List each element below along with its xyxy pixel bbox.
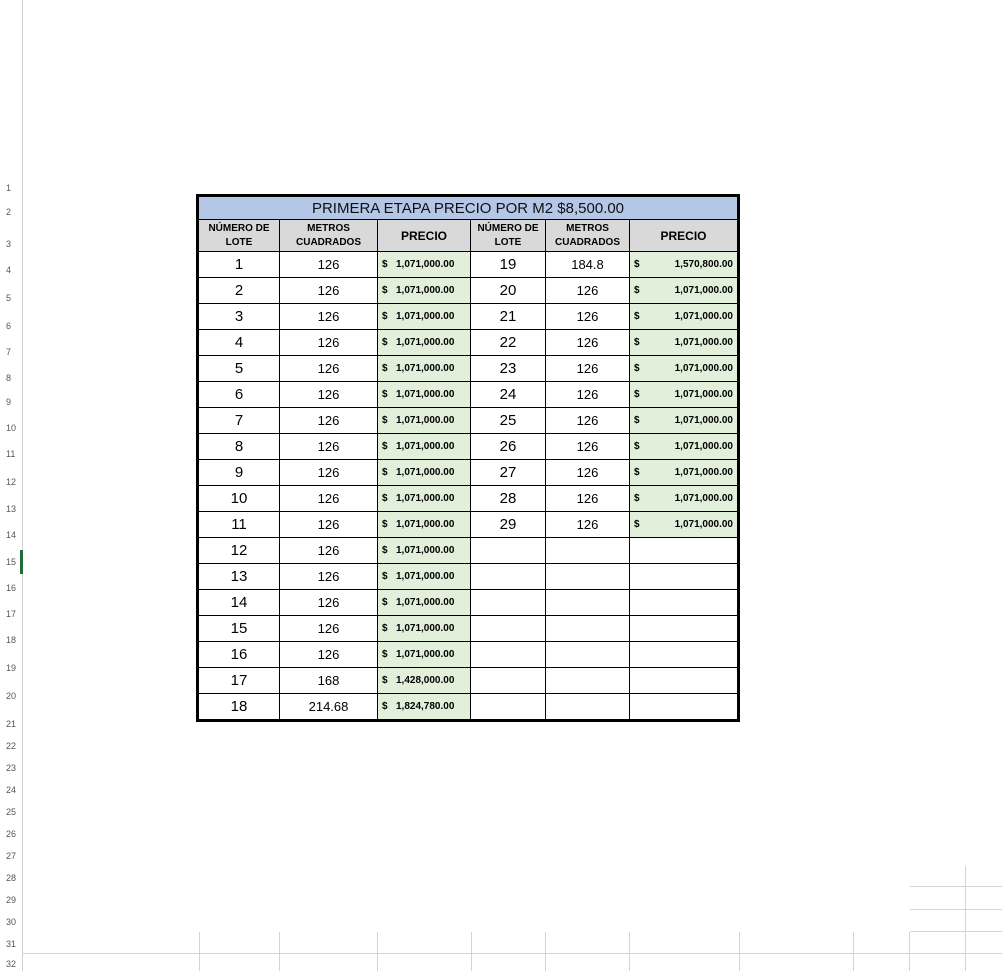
empty-cell[interactable] [630,668,739,694]
header-square-meters-2[interactable]: METROS CUADRADOS [546,220,630,252]
row-header[interactable]: 29 [6,895,17,905]
square-meters-cell[interactable]: 126 [280,460,378,486]
square-meters-cell[interactable]: 214.68 [280,694,378,721]
price-cell[interactable] [630,408,739,434]
square-meters-cell[interactable]: 126 [546,434,630,460]
table-row [198,330,739,356]
price-cell[interactable] [630,278,739,304]
lot-number-cell[interactable]: 5 [198,356,280,382]
currency-symbol: $ [382,389,388,400]
price-value: 1,071,000.00 [396,623,455,634]
header-price-2[interactable]: PRECIO [630,220,739,252]
row-header[interactable]: 26 [6,829,17,839]
square-meters-cell[interactable]: 126 [546,356,630,382]
square-meters-cell[interactable]: 126 [280,304,378,330]
price-value: 1,071,000.00 [396,415,455,426]
header-square-meters-1[interactable]: METROS CUADRADOS [280,220,378,252]
gridline [909,932,910,971]
price-cell[interactable] [378,694,471,721]
square-meters-cell[interactable]: 126 [280,564,378,590]
square-meters-cell[interactable]: 126 [280,512,378,538]
price-cell[interactable] [378,512,471,538]
price-value: 1,071,000.00 [674,519,733,530]
lot-number-cell[interactable]: 22 [471,330,546,356]
square-meters-cell[interactable]: 126 [280,486,378,512]
lot-number-cell[interactable] [471,564,546,590]
price-value: 1,071,000.00 [396,389,455,400]
table-row [198,694,739,721]
row-header[interactable]: 32 [6,959,17,969]
price-value: 1,071,000.00 [674,363,733,374]
empty-cell[interactable] [630,538,739,564]
square-meters-cell[interactable]: 126 [280,382,378,408]
price-cell[interactable] [378,590,471,616]
lot-number-cell[interactable]: 3 [198,304,280,330]
lot-number-cell[interactable]: 21 [471,304,546,330]
price-cell[interactable] [630,434,739,460]
row-header[interactable]: 19 [6,663,17,673]
row-header[interactable]: 18 [6,635,17,645]
price-cell[interactable] [378,382,471,408]
lot-number-cell[interactable]: 16 [198,642,280,668]
square-meters-cell[interactable]: 126 [546,408,630,434]
square-meters-cell[interactable]: 126 [280,330,378,356]
gridline [739,932,740,971]
currency-symbol: $ [634,259,640,270]
selected-row-marker [20,550,23,574]
row-header[interactable]: 24 [6,785,17,795]
price-cell[interactable] [630,382,739,408]
table-row [198,356,739,382]
table-row [198,590,739,616]
table-row [198,486,739,512]
gridline [279,932,280,971]
square-meters-cell[interactable]: 126 [280,538,378,564]
lot-price-table [196,194,740,722]
row-header[interactable]: 22 [6,741,17,751]
square-meters-cell[interactable] [546,538,630,564]
empty-cell[interactable] [630,694,739,721]
price-value: 1,071,000.00 [674,311,733,322]
currency-symbol: $ [382,467,388,478]
row-header[interactable]: 28 [6,873,17,883]
price-value: 1,071,000.00 [396,259,455,270]
lot-number-cell[interactable]: 15 [198,616,280,642]
price-cell[interactable] [378,330,471,356]
price-value: 1,071,000.00 [396,311,455,322]
currency-symbol: $ [382,363,388,374]
square-meters-cell[interactable]: 168 [280,668,378,694]
currency-symbol: $ [634,519,640,530]
price-cell[interactable] [378,304,471,330]
table-row [198,408,739,434]
lot-number-cell[interactable]: 6 [198,382,280,408]
square-meters-cell[interactable] [546,642,630,668]
price-value: 1,071,000.00 [674,441,733,452]
row-header[interactable]: 25 [6,807,17,817]
currency-symbol: $ [382,441,388,452]
square-meters-cell[interactable]: 126 [546,382,630,408]
square-meters-cell[interactable]: 126 [280,434,378,460]
lot-number-cell[interactable]: 4 [198,330,280,356]
empty-cell[interactable] [630,564,739,590]
currency-symbol: $ [634,311,640,322]
row-header[interactable]: 12 [6,477,17,487]
square-meters-cell[interactable]: 126 [546,460,630,486]
square-meters-cell[interactable]: 126 [280,590,378,616]
square-meters-cell[interactable]: 126 [280,616,378,642]
price-cell[interactable] [378,486,471,512]
table-row [198,278,739,304]
square-meters-cell[interactable]: 126 [546,278,630,304]
price-cell[interactable] [378,616,471,642]
price-value: 1,071,000.00 [396,337,455,348]
price-cell[interactable] [630,330,739,356]
lot-number-cell[interactable]: 23 [471,356,546,382]
price-value: 1,071,000.00 [396,649,455,660]
row-header[interactable]: 7 [6,347,12,357]
row-header[interactable]: 21 [6,719,17,729]
row-header[interactable]: 16 [6,583,17,593]
currency-symbol: $ [382,649,388,660]
price-value: 1,071,000.00 [674,467,733,478]
price-value: 1,428,000.00 [396,675,455,686]
row-header-gutter [0,0,23,971]
table-row [198,460,739,486]
price-cell[interactable] [630,304,739,330]
lot-number-cell[interactable]: 10 [198,486,280,512]
price-value: 1,071,000.00 [396,363,455,374]
empty-cell[interactable] [630,642,739,668]
lot-number-cell[interactable]: 27 [471,460,546,486]
header-lot-number-2[interactable]: NÚMERO DE LOTE [471,220,546,252]
row-header[interactable]: 4 [6,265,12,275]
lot-number-cell[interactable]: 11 [198,512,280,538]
price-value: 1,071,000.00 [396,571,455,582]
square-meters-cell[interactable]: 184.8 [546,252,630,278]
row-header[interactable]: 14 [6,530,17,540]
row-header[interactable]: 11 [6,449,16,459]
price-value: 1,071,000.00 [674,389,733,400]
price-cell[interactable] [378,434,471,460]
price-value: 1,071,000.00 [396,493,455,504]
currency-symbol: $ [382,571,388,582]
table-row [198,512,739,538]
lot-number-cell[interactable]: 24 [471,382,546,408]
row-header[interactable]: 23 [6,763,17,773]
table-row [198,434,739,460]
gridline [910,931,1002,932]
price-cell[interactable] [378,356,471,382]
square-meters-cell[interactable]: 126 [546,304,630,330]
lot-number-cell[interactable] [471,616,546,642]
square-meters-cell[interactable]: 126 [546,486,630,512]
table-row [198,564,739,590]
lot-number-cell[interactable]: 1 [198,252,280,278]
lot-number-cell[interactable]: 14 [198,590,280,616]
table-body [198,252,739,721]
lot-number-cell[interactable]: 8 [198,434,280,460]
lot-number-cell[interactable] [471,642,546,668]
lot-number-cell[interactable]: 9 [198,460,280,486]
square-meters-cell[interactable] [546,616,630,642]
price-value: 1,570,800.00 [674,259,733,270]
price-cell[interactable] [630,252,739,278]
square-meters-cell[interactable]: 126 [280,278,378,304]
lot-number-cell[interactable]: 28 [471,486,546,512]
currency-symbol: $ [382,597,388,608]
table-title[interactable]: PRIMERA ETAPA PRECIO POR M2 $8,500.00 [198,196,739,220]
empty-cell[interactable] [630,590,739,616]
price-cell[interactable] [378,538,471,564]
currency-symbol: $ [634,337,640,348]
row-header[interactable]: 1 [6,183,12,193]
row-header[interactable]: 5 [6,293,12,303]
lot-number-cell[interactable]: 2 [198,278,280,304]
lot-number-cell[interactable]: 25 [471,408,546,434]
price-cell[interactable] [630,486,739,512]
currency-symbol: $ [382,545,388,556]
price-cell[interactable] [378,408,471,434]
price-cell[interactable] [378,642,471,668]
price-cell[interactable] [630,512,739,538]
gridline [471,932,472,971]
row-header[interactable]: 2 [6,207,12,217]
currency-symbol: $ [382,415,388,426]
row-header[interactable]: 10 [6,423,17,433]
price-cell[interactable] [378,252,471,278]
row-header[interactable]: 8 [6,373,12,383]
currency-symbol: $ [634,415,640,426]
currency-symbol: $ [382,285,388,296]
price-cell[interactable] [378,564,471,590]
price-value: 1,071,000.00 [396,441,455,452]
row-header[interactable]: 9 [6,397,12,407]
lot-number-cell[interactable]: 18 [198,694,280,721]
empty-cell[interactable] [630,616,739,642]
currency-symbol: $ [382,519,388,530]
currency-symbol: $ [382,259,388,270]
square-meters-cell[interactable]: 126 [280,642,378,668]
price-value: 1,071,000.00 [396,285,455,296]
currency-symbol: $ [634,285,640,296]
row-header[interactable]: 27 [6,851,17,861]
lot-number-cell[interactable]: 12 [198,538,280,564]
currency-symbol: $ [634,363,640,374]
row-header[interactable]: 17 [6,609,17,619]
price-value: 1,071,000.00 [674,337,733,348]
gridline [853,932,854,971]
square-meters-cell[interactable]: 126 [546,330,630,356]
price-value: 1,071,000.00 [674,285,733,296]
header-price-1[interactable]: PRECIO [378,220,471,252]
currency-symbol: $ [634,441,640,452]
table-row [198,668,739,694]
currency-symbol: $ [382,701,388,712]
square-meters-cell[interactable]: 126 [280,408,378,434]
lot-number-cell[interactable]: 29 [471,512,546,538]
price-value: 1,071,000.00 [674,415,733,426]
gridline [22,953,1002,954]
row-header[interactable]: 30 [6,917,17,927]
gridline [199,932,200,971]
header-lot-number-1[interactable]: NÚMERO DE LOTE [198,220,280,252]
row-header[interactable]: 13 [6,504,17,514]
lot-number-cell[interactable]: 17 [198,668,280,694]
currency-symbol: $ [382,675,388,686]
price-cell[interactable] [378,668,471,694]
price-cell[interactable] [378,278,471,304]
square-meters-cell[interactable]: 126 [280,356,378,382]
currency-symbol: $ [634,493,640,504]
price-cell[interactable] [630,356,739,382]
lot-number-cell[interactable]: 13 [198,564,280,590]
table-row [198,252,739,278]
lot-number-cell[interactable]: 26 [471,434,546,460]
row-header[interactable]: 6 [6,321,12,331]
lot-number-cell[interactable]: 19 [471,252,546,278]
lot-number-cell[interactable] [471,668,546,694]
lot-number-cell[interactable] [471,694,546,721]
lot-number-cell[interactable] [471,590,546,616]
price-value: 1,071,000.00 [674,493,733,504]
gridline [545,932,546,971]
price-value: 1,824,780.00 [396,701,455,712]
square-meters-cell[interactable]: 126 [546,512,630,538]
price-cell[interactable] [630,460,739,486]
gridline [377,932,378,971]
square-meters-cell[interactable] [546,564,630,590]
currency-symbol: $ [382,623,388,634]
lot-number-cell[interactable] [471,538,546,564]
price-value: 1,071,000.00 [396,545,455,556]
currency-symbol: $ [634,467,640,478]
square-meters-cell[interactable] [546,590,630,616]
row-header[interactable]: 31 [6,939,17,949]
price-value: 1,071,000.00 [396,467,455,478]
gridline [910,886,1002,887]
currency-symbol: $ [382,493,388,504]
table-row [198,304,739,330]
price-value: 1,071,000.00 [396,519,455,530]
square-meters-cell[interactable] [546,668,630,694]
lot-number-cell[interactable]: 7 [198,408,280,434]
row-header[interactable]: 15 [6,557,17,567]
gridline [629,932,630,971]
currency-symbol: $ [634,389,640,400]
lot-number-cell[interactable]: 20 [471,278,546,304]
price-value: 1,071,000.00 [396,597,455,608]
row-header[interactable]: 20 [6,691,17,701]
gridline [965,866,966,971]
square-meters-cell[interactable] [546,694,630,721]
square-meters-cell[interactable]: 126 [280,252,378,278]
gridline [910,909,1002,910]
currency-symbol: $ [382,337,388,348]
row-header[interactable]: 3 [6,239,12,249]
price-cell[interactable] [378,460,471,486]
table-row [198,538,739,564]
table-row [198,382,739,408]
table-row [198,616,739,642]
table-row [198,642,739,668]
currency-symbol: $ [382,311,388,322]
